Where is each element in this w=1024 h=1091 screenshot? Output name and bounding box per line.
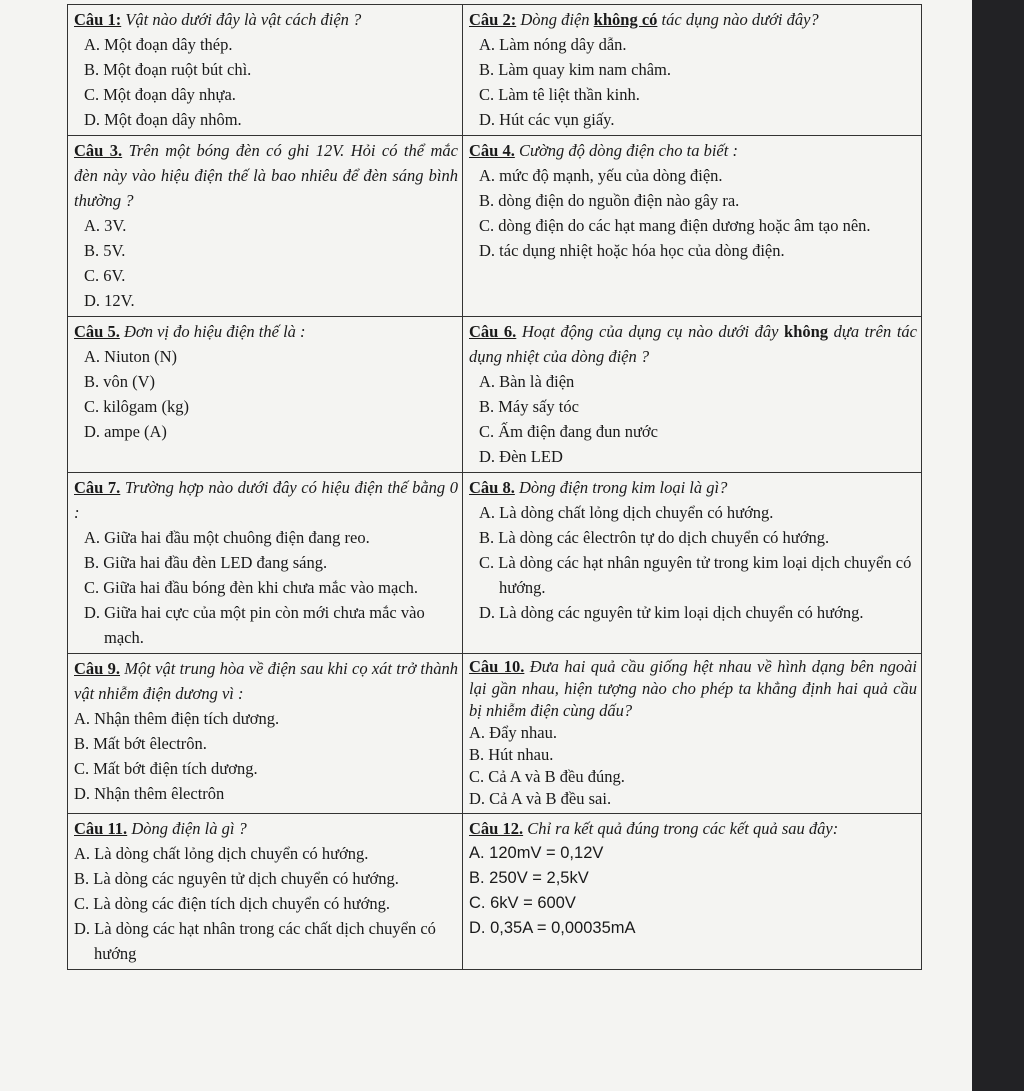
option-a: A. mức độ mạnh, yếu của dòng điện.	[479, 166, 723, 185]
option-d: D. Giữa hai cực của một pin còn mới chưa mắc vào mạch.	[84, 603, 425, 647]
question-text: Vật nào dưới đây là vật cách điện ?	[121, 10, 362, 29]
option-d: D. Đèn LED	[479, 447, 563, 466]
question-text: Dòng điện trong kim loại là gì?	[514, 478, 728, 497]
table-row	[68, 317, 922, 473]
option-b: B. Máy sấy tóc	[479, 397, 579, 416]
option-d: D. 0,35A = 0,00035mA	[469, 919, 636, 937]
option-c: C. dòng điện do các hạt mang điện dương hoặc âm tạo nên.	[479, 216, 871, 235]
question-stem	[74, 319, 458, 344]
option-a: A. Đẩy nhau.	[469, 723, 557, 742]
question-cell-10	[463, 654, 922, 814]
question-number: Câu 7.	[74, 478, 121, 497]
question-text: Chỉ ra kết quả đúng trong các kết quả sau đây:	[523, 819, 839, 838]
question-number: Câu 3.	[74, 141, 123, 160]
question-text: tác dụng nào dưới đây?	[657, 10, 819, 29]
quiz-table	[67, 4, 922, 970]
question-number: Câu 2:	[469, 10, 517, 29]
question-stem	[74, 816, 458, 841]
option-c: C. Cả A và B đều đúng.	[469, 767, 625, 786]
option-c: C. Là dòng các điện tích dịch chuyển có hướng.	[74, 894, 390, 913]
question-number: Câu 11.	[74, 819, 128, 838]
question-stem	[74, 7, 458, 32]
question-number: Câu 9.	[74, 659, 121, 678]
question-text: Cường độ dòng điện cho ta biết :	[514, 141, 738, 160]
option-b: B. 250V = 2,5kV	[469, 869, 589, 887]
option-b: B. Là dòng các êlectrôn tự do dịch chuyển có hướng.	[479, 528, 830, 547]
option-b: B. Hút nhau.	[469, 745, 554, 764]
question-number: Câu 8.	[469, 478, 515, 497]
question-number: Câu 1:	[74, 10, 122, 29]
question-cell-3	[68, 136, 463, 317]
question-number: Câu 5.	[74, 322, 120, 341]
question-text: Hoạt động của dụng cụ nào dưới đây	[516, 322, 785, 341]
option-c: C. kilôgam (kg)	[84, 397, 189, 416]
option-a: A. 3V.	[84, 216, 127, 235]
question-text: Trên một bóng đèn có ghi 12V. Hỏi có thể mắc đèn này vào hiệu điện thế là bao nhiêu để đèn sáng bình thường ?	[74, 141, 458, 210]
option-b: B. Mất bớt êlectrôn.	[74, 734, 207, 753]
option-d: D. ampe (A)	[84, 422, 167, 441]
question-cell-11	[68, 814, 463, 970]
option-a: A. Làm nóng dây dẫn.	[479, 35, 627, 54]
option-d: D. Là dòng các hạt nhân trong các chất dịch chuyển có hướng	[74, 919, 436, 963]
question-text: Trường hợp nào dưới đây có hiệu điện thế bằng 0 :	[74, 478, 459, 522]
question-cell-9	[68, 654, 463, 814]
question-stem	[74, 656, 458, 706]
option-d: D. Hút các vụn giấy.	[479, 110, 615, 129]
table-row	[68, 814, 922, 970]
question-cell-5	[68, 317, 463, 473]
option-a: A. Là dòng chất lỏng dịch chuyển có hướng.	[479, 503, 774, 522]
option-b: B. 5V.	[84, 241, 126, 260]
option-a: A. Một đoạn dây thép.	[84, 35, 233, 54]
option-c: C. 6V.	[84, 266, 126, 285]
option-a: A. Nhận thêm điện tích dương.	[74, 709, 280, 728]
question-text: dựa trên tác dụng nhiệt của dòng điện ?	[469, 322, 917, 366]
option-b: B. dòng điện do nguồn điện nào gây ra.	[479, 191, 740, 210]
option-d: D. 12V.	[84, 291, 135, 310]
viewer-sidebar	[972, 0, 1024, 1091]
question-cell-4	[463, 136, 922, 317]
question-stem	[469, 319, 917, 369]
question-cell-1	[68, 5, 463, 136]
option-d: D. tác dụng nhiệt hoặc hóa học của dòng điện.	[479, 241, 785, 260]
option-a: A. 120mV = 0,12V	[469, 844, 604, 862]
question-stem	[469, 138, 917, 163]
question-text: Dòng điện là gì ?	[127, 819, 247, 838]
table-row	[68, 654, 922, 814]
option-b: B. Một đoạn ruột bút chì.	[84, 60, 252, 79]
option-a: A. Là dòng chất lỏng dịch chuyển có hướng.	[74, 844, 369, 863]
option-c: C. Mất bớt điện tích dương.	[74, 759, 258, 778]
option-c: C. Làm tê liệt thần kinh.	[479, 85, 640, 104]
question-cell-7	[68, 473, 463, 654]
table-row	[68, 5, 922, 136]
table-row	[68, 473, 922, 654]
option-a: A. Giữa hai đầu một chuông điện đang reo.	[84, 528, 370, 547]
question-stem	[74, 475, 458, 525]
question-number: Câu 10.	[469, 657, 525, 676]
question-text: Đưa hai quả cầu giống hệt nhau về hình dạng bên ngoài lại gần nhau, hiện tượng nào cho phép ta khẳng định hai quả cầu bị nhiễm điện cùng dấu?	[469, 657, 917, 720]
table-row	[68, 136, 922, 317]
question-cell-8	[463, 473, 922, 654]
question-text: Đơn vị đo hiệu điện thế là :	[119, 322, 306, 341]
option-c: C. 6kV = 600V	[469, 894, 576, 912]
question-stem	[469, 816, 917, 841]
option-c: C. Giữa hai đầu bóng đèn khi chưa mắc vào mạch.	[84, 578, 419, 597]
question-stem	[469, 475, 917, 500]
question-cell-6	[463, 317, 922, 473]
question-text: Một vật trung hòa về điện sau khi cọ xát trở thành vật nhiễm điện dương vì :	[74, 659, 458, 703]
question-emphasis: không có	[593, 10, 658, 29]
option-d: D. Là dòng các nguyên tử kim loại dịch chuyển có hướng.	[479, 603, 864, 622]
question-stem	[469, 7, 917, 32]
option-a: A. Bàn là điện	[479, 372, 575, 391]
option-d: D. Cả A và B đều sai.	[469, 789, 612, 808]
option-d: D. Nhận thêm êlectrôn	[74, 784, 225, 803]
question-stem	[74, 138, 458, 213]
option-d: D. Một đoạn dây nhôm.	[84, 110, 242, 129]
question-cell-12	[463, 814, 922, 970]
option-a: A. Niuton (N)	[84, 347, 178, 366]
question-emphasis: không	[784, 322, 829, 341]
option-c: C. Ấm điện đang đun nước	[479, 422, 658, 441]
question-number: Câu 12.	[469, 819, 524, 838]
option-b: B. vôn (V)	[84, 372, 156, 391]
option-c: C. Một đoạn dây nhựa.	[84, 85, 236, 104]
question-stem	[469, 656, 917, 722]
option-b: B. Là dòng các nguyên tử dịch chuyển có hướng.	[74, 869, 399, 888]
option-b: B. Làm quay kim nam châm.	[479, 60, 671, 79]
question-cell-2	[463, 5, 922, 136]
option-c: C. Là dòng các hạt nhân nguyên tử trong kim loại dịch chuyển có hướng.	[479, 553, 912, 597]
question-number: Câu 4.	[469, 141, 515, 160]
option-b: B. Giữa hai đầu đèn LED đang sáng.	[84, 553, 328, 572]
question-text: Dòng điện	[516, 10, 594, 29]
question-number: Câu 6.	[469, 322, 517, 341]
